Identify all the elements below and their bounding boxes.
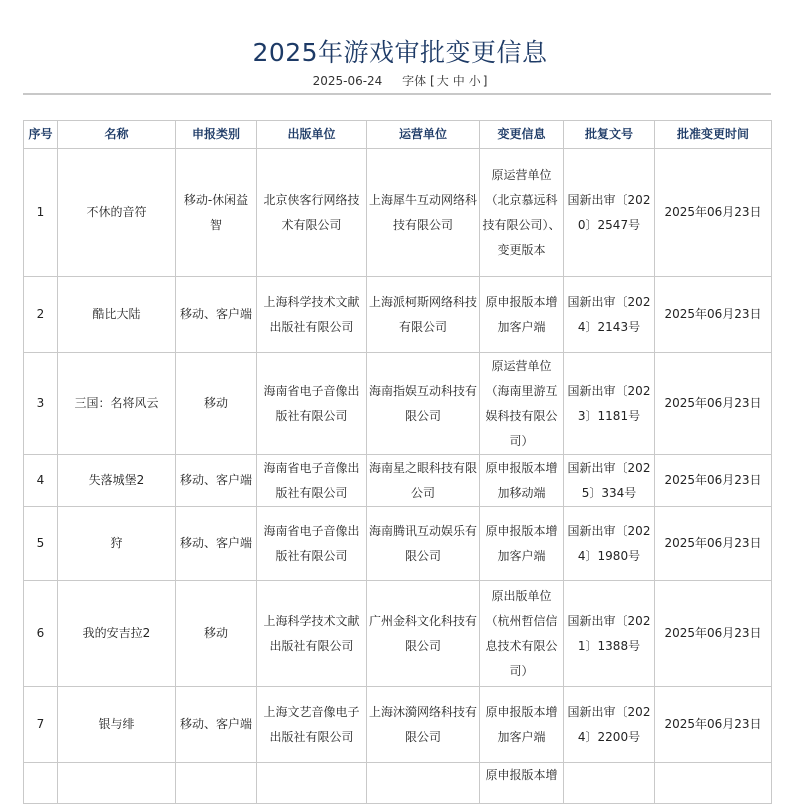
cell-change: 原运营单位（海南里游互娱科技有限公司） — [480, 353, 564, 455]
header-category: 申报类别 — [176, 121, 257, 149]
cell-change: 原申报版本增加客户端 — [480, 277, 564, 353]
cell-name: 不休的音符 — [58, 149, 176, 277]
cell-change: 原运营单位（北京慕远科技有限公司）、变更版本 — [480, 149, 564, 277]
cell-name: 银与绯 — [58, 687, 176, 763]
font-bracket-open: [ — [430, 74, 435, 88]
table-row — [24, 149, 772, 277]
cell-operator: 海南指娱互动科技有限公司 — [367, 353, 480, 455]
cell-no: 6 — [24, 581, 58, 687]
cell-date: 2025年06月23日 — [655, 353, 772, 455]
cell-name: 失落城堡2 — [58, 455, 176, 507]
cell-operator: 上海派柯斯网络科技有限公司 — [367, 277, 480, 353]
font-size-small-link[interactable]: 小 — [468, 74, 481, 88]
article-meta — [0, 72, 800, 89]
cell-change: 原申报版本增 — [480, 763, 564, 804]
cell-category: 移动、客户端 — [176, 277, 257, 353]
cell-approval: 国新出审〔2024〕2143号 — [564, 277, 655, 353]
cell-category: 移动、客户端 — [176, 687, 257, 763]
cell-category — [176, 763, 257, 804]
cell-name: 狩 — [58, 507, 176, 581]
cell-category: 移动-休闲益智 — [176, 149, 257, 277]
cell-approval: 国新出审〔2023〕1181号 — [564, 353, 655, 455]
cell-date: 2025年06月23日 — [655, 277, 772, 353]
table-row — [24, 277, 772, 353]
cell-no: 4 — [24, 455, 58, 507]
table-row — [24, 455, 772, 507]
font-bracket-close: ] — [482, 74, 488, 88]
font-size-label: 字体 — [402, 74, 427, 88]
cell-approval — [564, 763, 655, 804]
font-size-large-link[interactable]: 大 — [436, 74, 449, 88]
table-row — [24, 353, 772, 455]
cell-operator: 上海沐漪网络科技有限公司 — [367, 687, 480, 763]
header-name: 名称 — [58, 121, 176, 149]
header-date: 批准变更时间 — [655, 121, 772, 149]
cell-publisher: 上海科学技术文献出版社有限公司 — [257, 581, 367, 687]
cell-name — [58, 763, 176, 804]
cell-category: 移动、客户端 — [176, 455, 257, 507]
cell-date: 2025年06月23日 — [655, 149, 772, 277]
cell-approval: 国新出审〔2021〕1388号 — [564, 581, 655, 687]
publish-date: 2025-06-24 — [312, 74, 383, 88]
cell-change: 原出版单位（杭州哲信信息技术有限公司） — [480, 581, 564, 687]
cell-date — [655, 763, 772, 804]
cell-operator: 广州金科文化科技有限公司 — [367, 581, 480, 687]
cell-name: 我的安吉拉2 — [58, 581, 176, 687]
cell-change: 原申报版本增加客户端 — [480, 687, 564, 763]
cell-operator: 海南腾讯互动娱乐有限公司 — [367, 507, 480, 581]
cell-change: 原申报版本增加客户端 — [480, 507, 564, 581]
cell-date: 2025年06月23日 — [655, 507, 772, 581]
cell-publisher — [257, 763, 367, 804]
cell-operator — [367, 763, 480, 804]
cell-name: 酷比大陆 — [58, 277, 176, 353]
page-title: 2025年游戏审批变更信息 — [252, 37, 548, 67]
table-header-row — [24, 121, 772, 149]
header-publisher: 出版单位 — [257, 121, 367, 149]
table-row — [24, 687, 772, 763]
cell-approval: 国新出审〔2024〕1980号 — [564, 507, 655, 581]
cell-date: 2025年06月23日 — [655, 581, 772, 687]
cell-publisher: 北京侠客行网络技术有限公司 — [257, 149, 367, 277]
cell-approval: 国新出审〔2024〕2200号 — [564, 687, 655, 763]
cell-category: 移动 — [176, 581, 257, 687]
title-divider — [23, 93, 771, 95]
cell-no: 7 — [24, 687, 58, 763]
font-size-medium-link[interactable]: 中 — [452, 74, 465, 88]
cell-publisher: 海南省电子音像出版社有限公司 — [257, 507, 367, 581]
cell-date: 2025年06月23日 — [655, 455, 772, 507]
cell-date: 2025年06月23日 — [655, 687, 772, 763]
table-row — [24, 763, 772, 804]
cell-no — [24, 763, 58, 804]
cell-category: 移动 — [176, 353, 257, 455]
cell-publisher: 上海文艺音像电子出版社有限公司 — [257, 687, 367, 763]
cell-no: 5 — [24, 507, 58, 581]
header-approval: 批复文号 — [564, 121, 655, 149]
table-row — [24, 507, 772, 581]
cell-operator: 海南星之眼科技有限公司 — [367, 455, 480, 507]
header-operator: 运营单位 — [367, 121, 480, 149]
header-no: 序号 — [24, 121, 58, 149]
cell-publisher: 海南省电子音像出版社有限公司 — [257, 455, 367, 507]
cell-category: 移动、客户端 — [176, 507, 257, 581]
cell-change: 原申报版本增加移动端 — [480, 455, 564, 507]
cell-name: 三国：名将风云 — [58, 353, 176, 455]
cell-publisher: 海南省电子音像出版社有限公司 — [257, 353, 367, 455]
cell-no: 3 — [24, 353, 58, 455]
cell-no: 2 — [24, 277, 58, 353]
approval-change-table — [23, 120, 772, 804]
cell-no: 1 — [24, 149, 58, 277]
cell-approval: 国新出审〔2025〕334号 — [564, 455, 655, 507]
cell-publisher: 上海科学技术文献出版社有限公司 — [257, 277, 367, 353]
cell-approval: 国新出审〔2020〕2547号 — [564, 149, 655, 277]
table-row — [24, 581, 772, 687]
cell-operator: 上海犀牛互动网络科技有限公司 — [367, 149, 480, 277]
header-change: 变更信息 — [480, 121, 564, 149]
